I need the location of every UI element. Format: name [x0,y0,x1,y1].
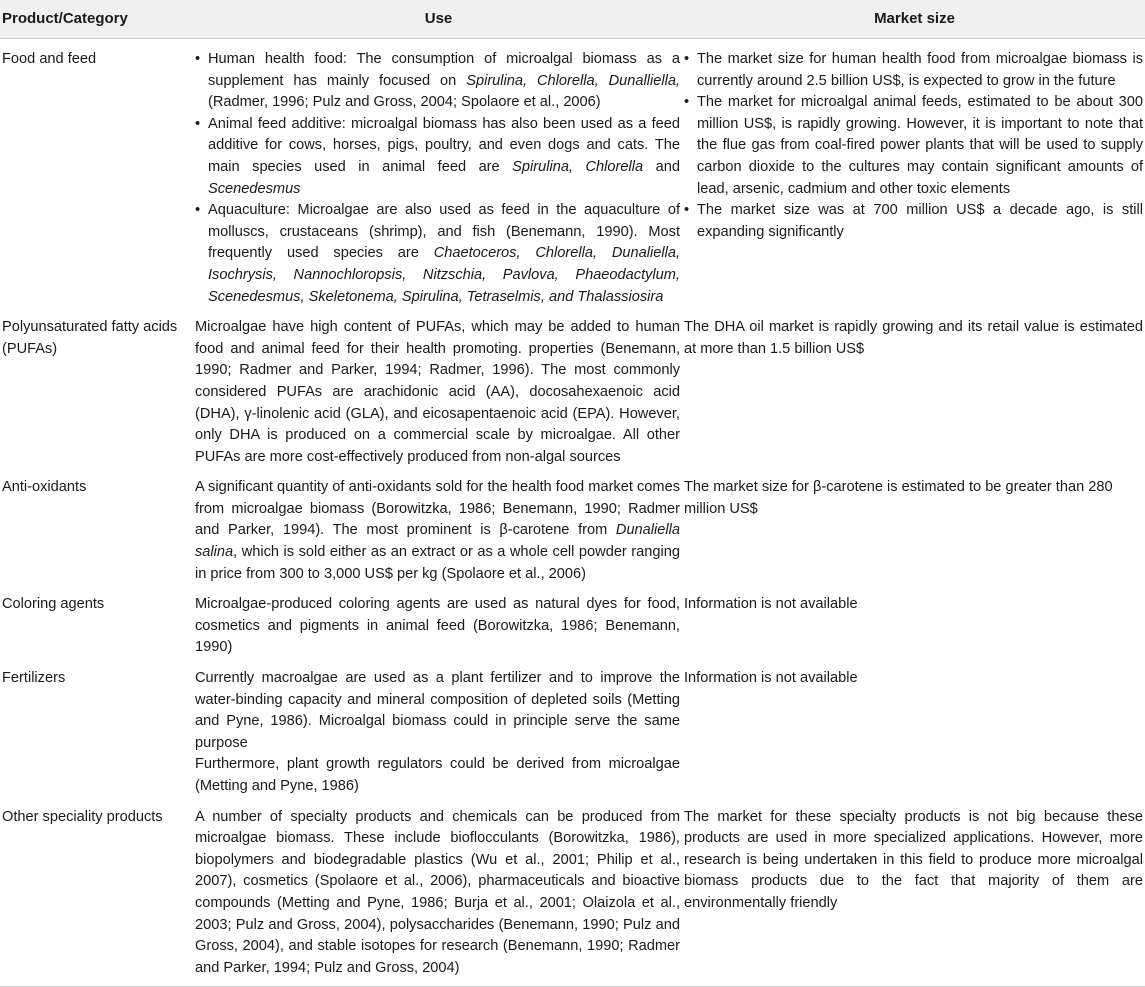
bullet-text: Animal feed additive: microalgal biomass has also been used as a feed additive for cows, horses, pigs, poultry, and even dogs and cats. The main species used in animal feed are Spirulina, Chlorella and Scenedesmus [208,115,680,197]
bullet-icon: • [195,51,201,67]
use-bullet-item [195,49,680,114]
use-cell: Microalgae have high content of PUFAs, which may be added to human food and animal feed for their health promoting. properties (Benemann, 1990; Radmer and Parker, 1994; Radmer, 1996). The most commonly considered PUFAs are arachidonic acid (AA), docosahexaenoic acid (DHA), γ-linolenic acid (GLA), and eicosapentaenoic acid (EPA). However, only DHA is produced on a commercial scale by microalgae. All other PUFAs are more cost-effectively produced from non-algal sources [195,319,680,465]
category-cell: Anti-oxidants [2,479,87,496]
market-bullet-item [684,49,1143,92]
use-cell [193,39,682,309]
bullet-text: Aquaculture: Microalgae are also used as feed in the aquaculture of molluscs, crustaceans (shrimp), and fish (Benemann, 1990). Most frequently used species are Chaetoceros, Chlorella, Dunaliella, Isochrysis, Nannochloropsis, Nitzschia, Pavlova, Phaeodactylum, Scenedesmus, Skeletonema, Spirulina, Tetraselmis, and Thalassiosira [208,202,681,305]
bullet-icon: • [195,115,201,132]
header-market-size: Market size [682,0,1145,39]
bullet-text: Human health food: The consumption of microalgal biomass as a supplement has mainly focused on Spirulina, Chlorella, Dunalliella, (Radmer, 1996; Pulz and Gross, 2004; Spolaore et al., 2006) [208,51,680,111]
table-row [0,308,1145,468]
bullet-icon: • [684,94,690,111]
category-cell: Coloring agents [2,596,105,613]
market-cell: The market for these specialty products is not big because these products are used in more specialized applications. However, more research is being undertaken in this field to produce more microalgal biomass products due to the fact that majority of them are environmentally friendly [682,798,1145,987]
table-row [0,659,1145,798]
market-cell: Information is not available [684,670,858,687]
header-product-category: Product/Category [0,0,193,39]
bullet-text: The market for microalgal animal feeds, estimated to be about 300 million US$, is rapidly growing. However, it is important to note that the flue gas from coal-fired power plants that will be used to supply carbon dioxide to the cultures may contain significant amounts of lead, arsenic, cadmium and other toxic elements [697,94,1143,197]
species-name: Dunaliella salina [195,522,680,561]
header-use: Use [193,0,682,39]
market-cell [682,39,1145,309]
species-name: Spirulina, Chlorella [512,158,644,175]
use-cell [193,659,682,798]
market-bullet-list [684,49,1143,243]
use-cell: Microalgae-produced coloring agents are used as natural dyes for food, cosmetics and pigments in animal feed (Borowitzka, 1986; Benemann, 1990) [195,596,680,656]
market-cell: Information is not available [684,596,858,613]
table-row [0,468,1145,585]
category-cell: Food and feed [2,51,97,67]
use-bullet-list [195,49,680,308]
market-bullet-item [684,200,1143,243]
species-name: Scenedesmus [208,180,301,197]
table-row [0,39,1145,309]
use-bullet-item [195,200,680,308]
category-cell: Fertilizers [2,670,66,687]
bullet-text: The market size was at 700 million US$ a decade ago, is still expanding significantly [697,202,1143,240]
bullet-icon: • [684,51,690,67]
use-cell: A number of specialty products and chemicals can be produced from microalgae biomass. These include bioflocculants (Borowitzka, 1986), biopolymers and biodegradable plastics (Wu et al., 2001; Philip et al., 2007), cosmetics (Spolaore et al., 2006), pharmaceuticals and bioactive compounds (Metting and Pyne, 1986; Burja et al., 2001; Olaizola et al., 2003; Pulz and Gross, 2004), polysaccharides (Benemann, 1990; Pulz and Gross, 2004), and stable isotopes for research (Benemann, 1990; Radmer and Parker, 1994; Pulz and Gross, 2004) [193,798,682,987]
table-row [0,798,1145,987]
species-name: Spirulina, Chlorella, Dunalliella, [466,72,680,89]
bullet-icon: • [684,202,690,219]
header-row [0,0,1145,39]
market-cell: The DHA oil market is rapidly growing and its retail value is estimated at more than 1.5 billion US$ [684,319,1143,357]
category-cell: Other speciality products [0,798,193,987]
bullet-icon: • [195,202,201,219]
table-row [0,585,1145,659]
market-bullet-item [684,92,1143,200]
use-paragraph: Currently macroalgae are used as a plant fertilizer and to improve the water-binding capacity and mineral composition of depleted soils (Metting and Pyne, 1986). Microalgal biomass could in principle serve the same purpose [195,670,680,751]
bullet-text: The market size for human health food from microalgae biomass is currently around 2.5 billion US$, is expected to grow in the future [697,51,1143,89]
market-cell: The market size for β-carotene is estimated to be greater than 280 million US$ [684,479,1113,517]
use-cell: A significant quantity of anti-oxidants sold for the health food market comes from microalgae biomass (Borowitzka, 1986; Benemann, 1990; Radmer and Parker, 1994). The most prominent is β-carotene from Dunaliella salina, which is sold either as an extract or as a whole cell powder ranging in price from 300 to 3,000 US$ per kg (Spolaore et al., 2006) [195,479,680,582]
species-name: Chaetoceros, Chlorella, Dunaliella, Isochrysis, Nannochloropsis, Nitzschia, Pavlova, Phaeodactylum, Scenedesmus, Skeletonema, Spirulina, Tetraselmis, and Thalassiosira [208,245,681,305]
category-cell: Polyunsaturated fatty acids (PUFAs) [2,319,178,357]
use-paragraph: Furthermore, plant growth regulators could be derived from microalgae (Metting and Pyne, 1986) [195,756,680,794]
use-bullet-item [195,114,680,200]
